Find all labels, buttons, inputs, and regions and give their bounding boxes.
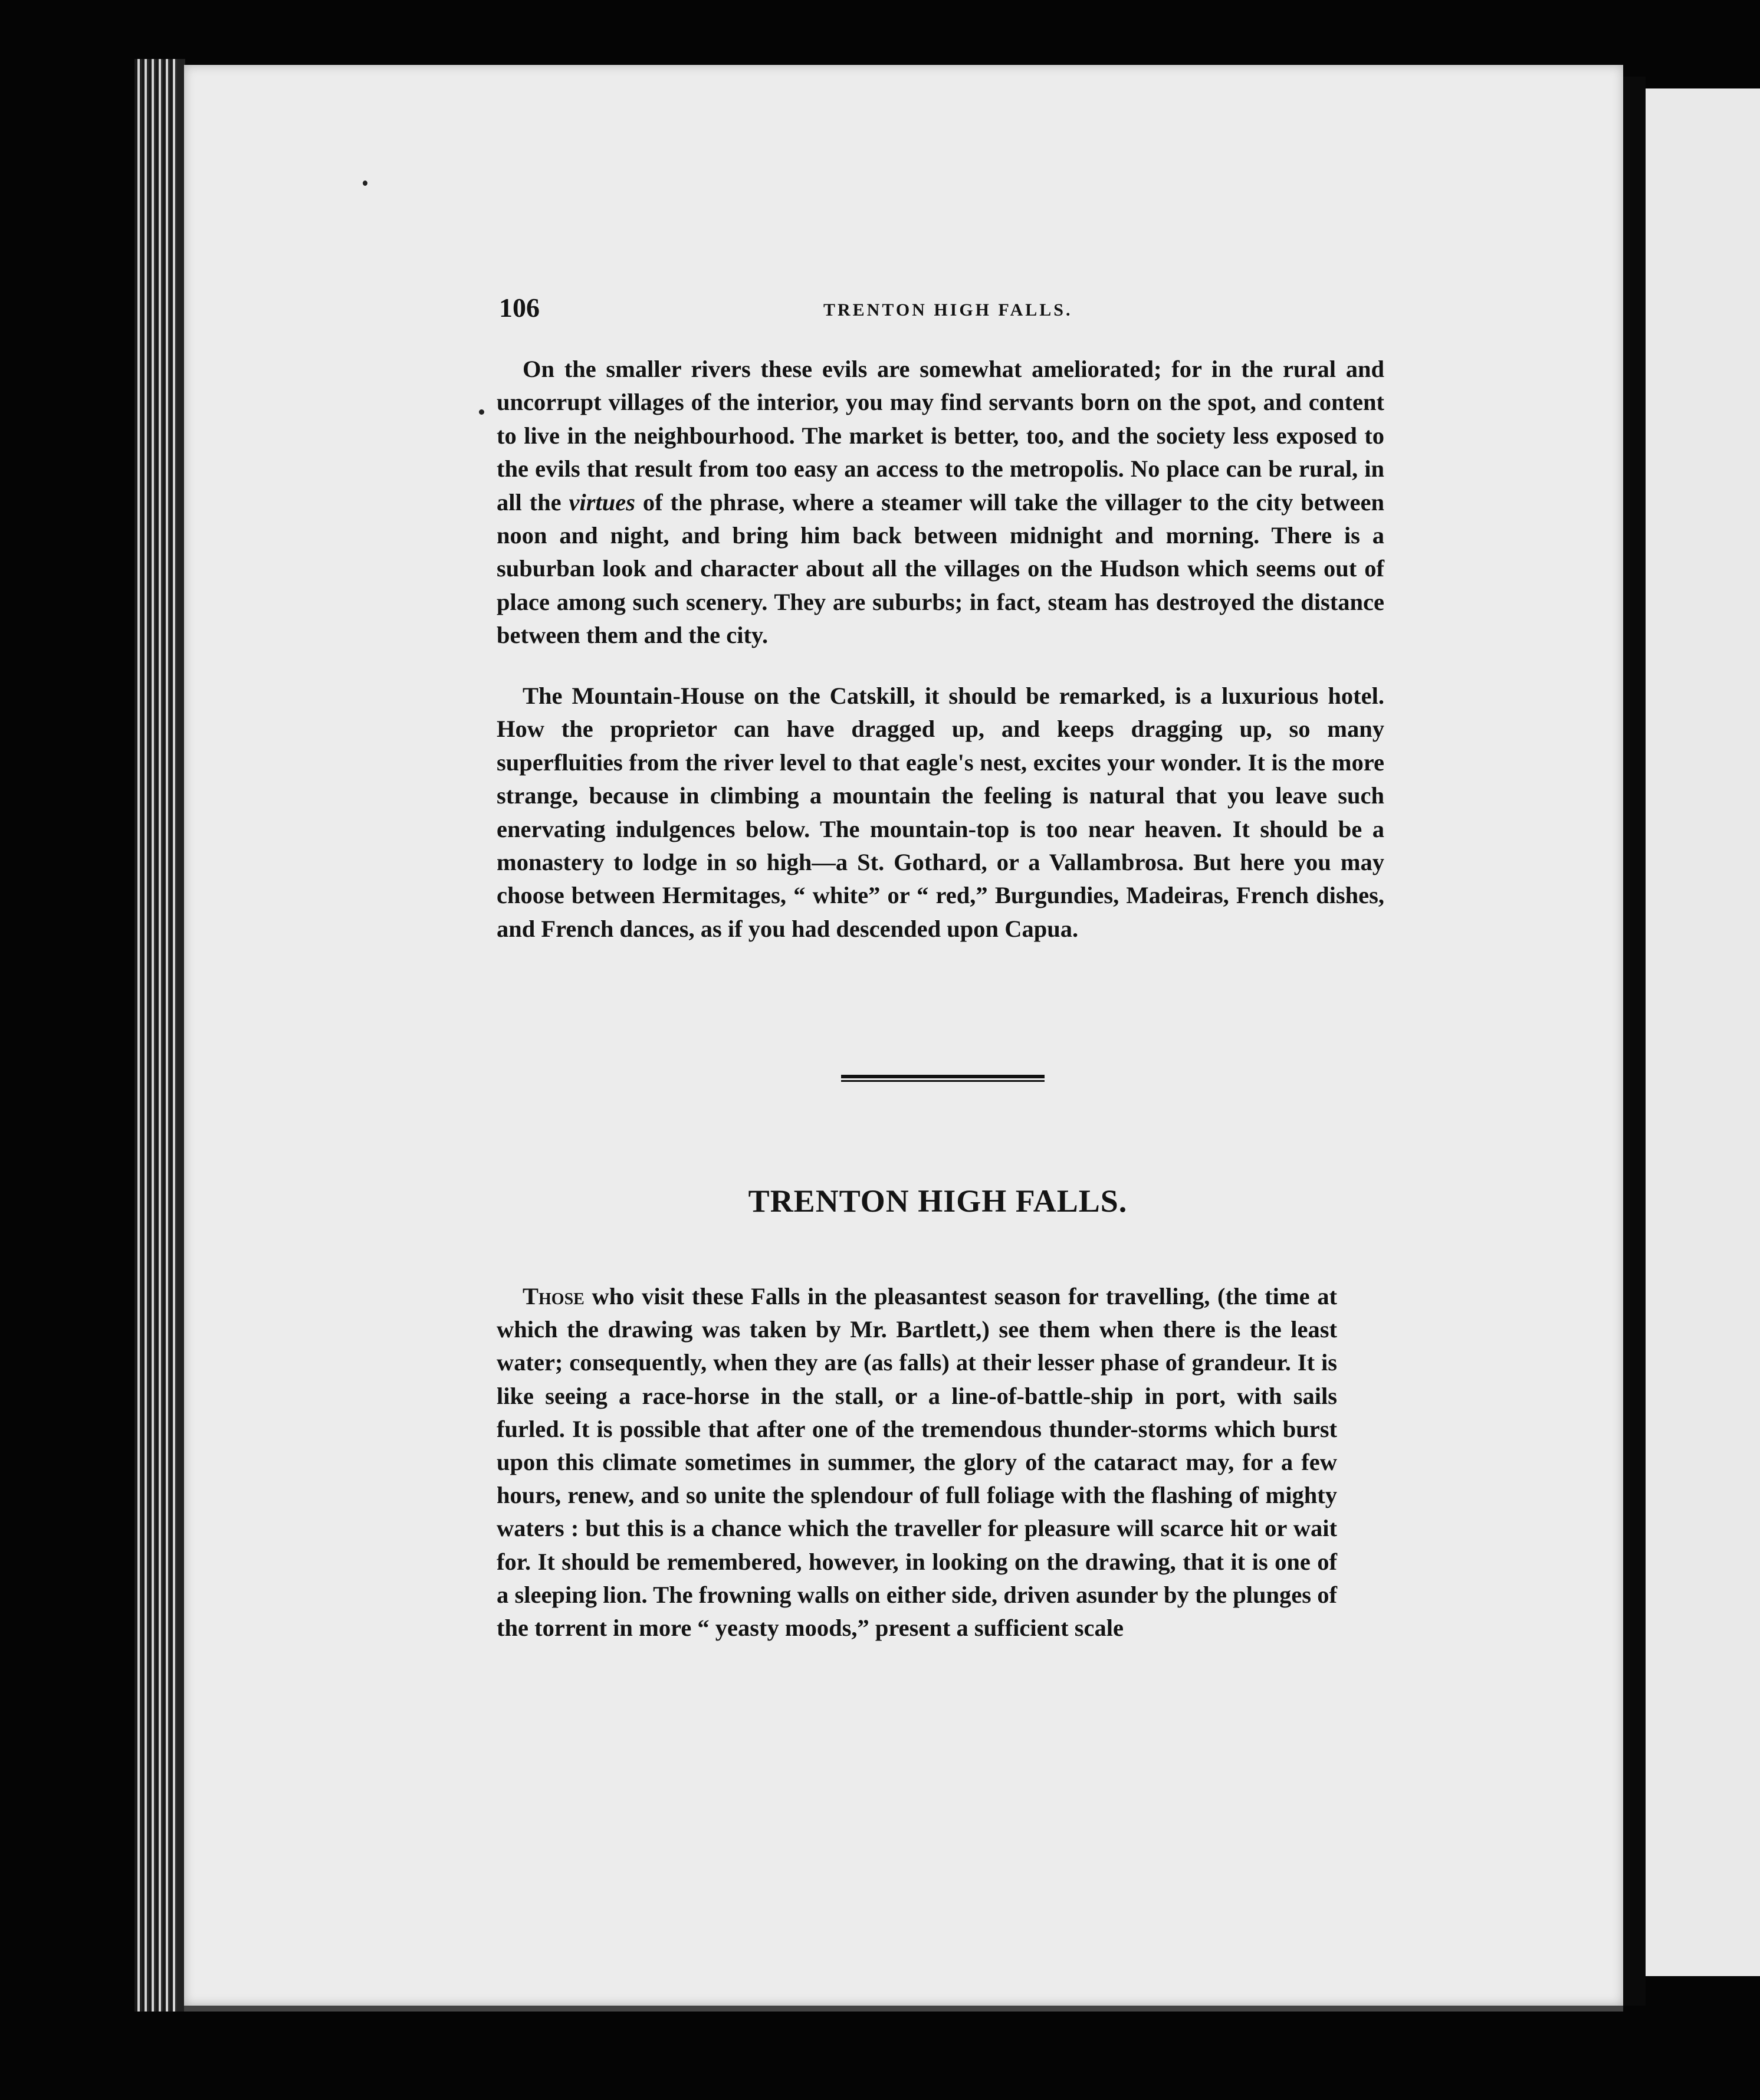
running-title: TRENTON HIGH FALLS. — [823, 300, 1073, 320]
paragraph-trenton-falls — [497, 1280, 1337, 1645]
paragraph-text: of the phrase, where a steamer will take the villager to the city between noon and night, and bring him back between midnight and morning. There is a suburban look and character about all the villages on the Hudson which seems out of place among such scenery. They are suburbs; in fact, steam has destroyed the distance between them and the city. — [497, 488, 1384, 649]
emphasis-word: virtues — [569, 488, 635, 516]
section-heading: TRENTON HIGH FALLS. — [748, 1183, 1128, 1219]
paragraph-rural-rivers — [497, 353, 1384, 652]
dust-speck — [479, 409, 484, 415]
dust-speck — [363, 181, 367, 186]
book-edge-pages — [134, 59, 182, 2012]
page-gutter — [1623, 77, 1646, 2006]
adjacent-page — [1646, 88, 1760, 1976]
running-head — [499, 292, 1384, 327]
page-number: 106 — [499, 293, 540, 323]
section-divider-rule — [841, 1075, 1045, 1082]
paragraph-text: On the smaller rivers these evils are somewhat ameliorated; for in the rural and uncorrupt villages of the interior, you may find servants born on the spot, and content to live in the neighbourhood. The market is better, too, and the society less exposed to the evils that result from too easy an access to the metropolis. No place can be rural, in all the — [497, 356, 1384, 516]
lead-word: Those — [523, 1283, 585, 1310]
page-bottom-shadow — [184, 2006, 1623, 2012]
paragraph-mountain-house — [497, 680, 1384, 946]
paragraph-text: The Mountain-House on the Catskill, it should be remarked, is a luxurious hotel. How the proprietor can have dragged up, and keeps dragging up, so many superfluities from the river level to that eagle's nest, excites your wonder. It is the more strange, because in climbing a mountain the feeling is natural that you leave such enervating indulgences below. The mountain-top is too near heaven. It should be a monastery to lodge in so high—a St. Gothard, or a Vallambrosa. But here you may choose between Hermitages, “ white” or “ red,” Burgundies, Madeiras, French dishes, and French dances, as if you had descended upon Capua. — [497, 682, 1384, 942]
paragraph-text: who visit these Falls in the pleasantest season for travelling, (the time at which the drawing was taken by Mr. Bartlett,) see them when there is the least water; consequently, when they are (as falls) at their lesser phase of grandeur. It is like seeing a race-horse in the stall, or a line-of-battle-ship in port, with sails furled. It is possible that after one of the tremendous thunder-storms which burst upon this climate sometimes in summer, the glory of the cataract may, for a few hours, renew, and so unite the splendour of full foliage with the flashing of mighty waters : but this is a chance which the traveller for pleasure will scarce hit or wait for. It should be remembered, however, in looking on the drawing, that it is one of a sleeping lion. The frowning walls on either side, driven asunder by the plunges of the torrent in more “ yeasty moods,” present a sufficient scale — [497, 1283, 1337, 1642]
